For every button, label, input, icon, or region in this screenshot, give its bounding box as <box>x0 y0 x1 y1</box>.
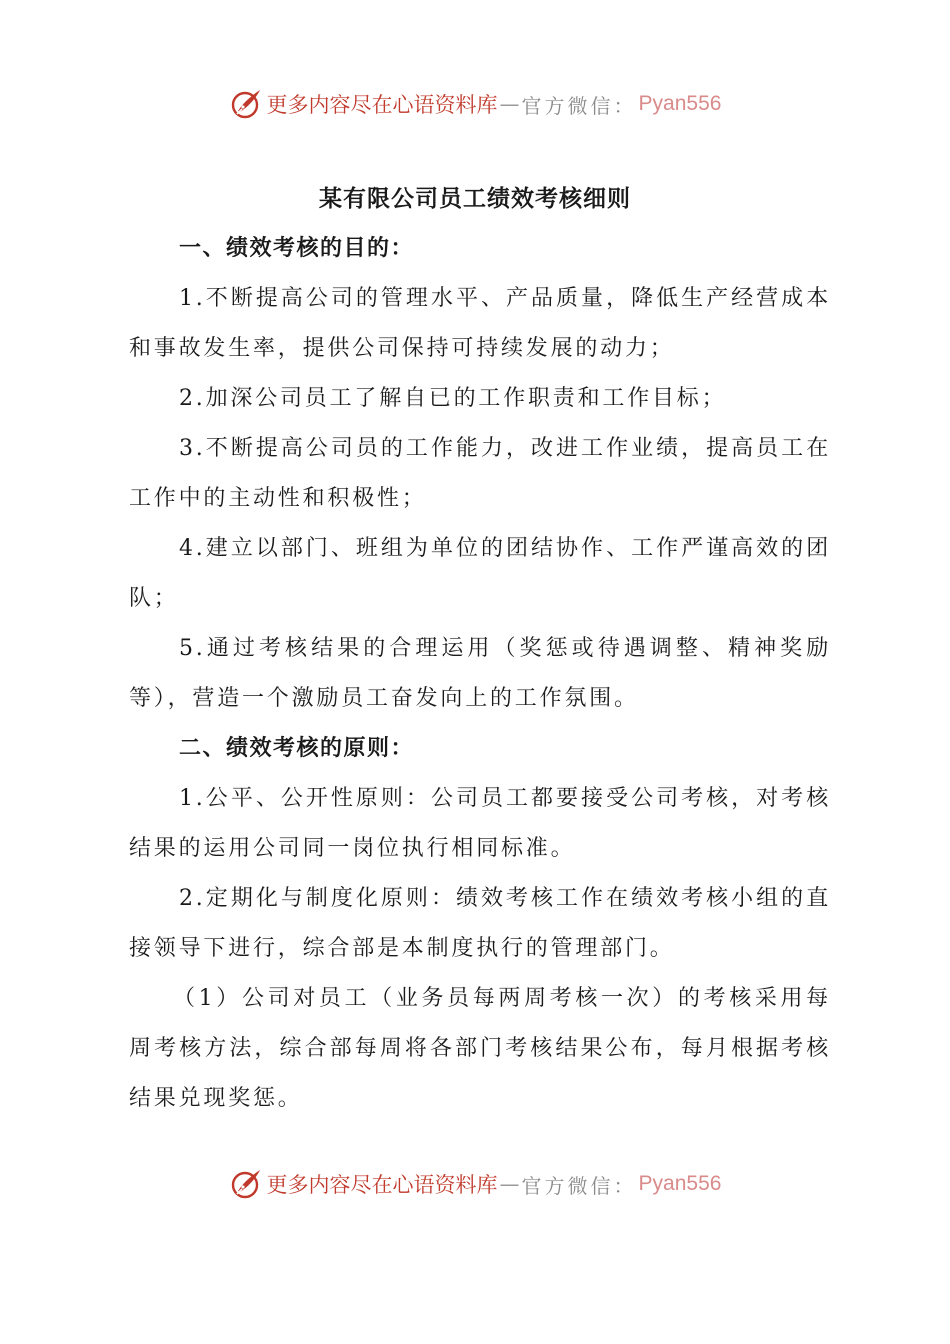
section-heading-purpose: 一、绩效考核的目的： <box>179 236 415 261</box>
watermark-brand-text: 更多内容尽在心语资料库 <box>266 1173 498 1197</box>
section-heading-principles: 二、绩效考核的原则： <box>179 736 415 761</box>
watermark-dash: — <box>499 92 520 116</box>
paragraph: （1）公司对员工（业务员每两周考核一次）的考核采用每周考核方法，综合部每周将各部门考核结果公布，每月根据考核结果兑现奖惩。 <box>129 986 831 1111</box>
document-body <box>129 224 831 1124</box>
watermark-brand-text: 更多内容尽在心语资料库 <box>266 93 498 117</box>
quill-pen-logo-icon <box>229 87 263 121</box>
watermark-official-label: 官方微信： <box>521 1173 637 1198</box>
paragraph: 2.定期化与制度化原则：绩效考核工作在绩效考核小组的直接领导下进行，综合部是本制度执行的管理部门。 <box>129 886 831 961</box>
watermark-dash: — <box>499 1172 520 1196</box>
watermark-official-label: 官方微信： <box>521 93 637 118</box>
paragraph: 1.不断提高公司的管理水平、产品质量，降低生产经营成本和事故发生率，提供公司保持可持续发展的动力； <box>129 286 831 361</box>
paragraph: 3.不断提高公司员的工作能力，改进工作业绩，提高员工在工作中的主动性和积极性； <box>129 436 831 511</box>
paragraph: 2.加深公司员工了解自已的工作职责和工作目标； <box>179 386 727 411</box>
paragraph: 5.通过考核结果的合理运用（奖惩或待遇调整、精神奖励等），营造一个激励员工奋发向上的工作氛围。 <box>129 636 831 711</box>
quill-pen-logo-icon <box>229 1167 263 1201</box>
watermark-wechat-id: Pyan556 <box>638 1172 722 1195</box>
paragraph: 4.建立以部门、班组为单位的团结协作、工作严谨高效的团队； <box>129 536 831 611</box>
document-title: 某有限公司员工绩效考核细则 <box>319 186 631 212</box>
paragraph: 1.公平、公开性原则：公司员工都要接受公司考核，对考核结果的运用公司同一岗位执行相同标准。 <box>129 786 831 861</box>
watermark-banner-bottom <box>0 1162 950 1206</box>
watermark-banner-top <box>0 82 950 126</box>
watermark-wechat-id: Pyan556 <box>638 92 722 115</box>
